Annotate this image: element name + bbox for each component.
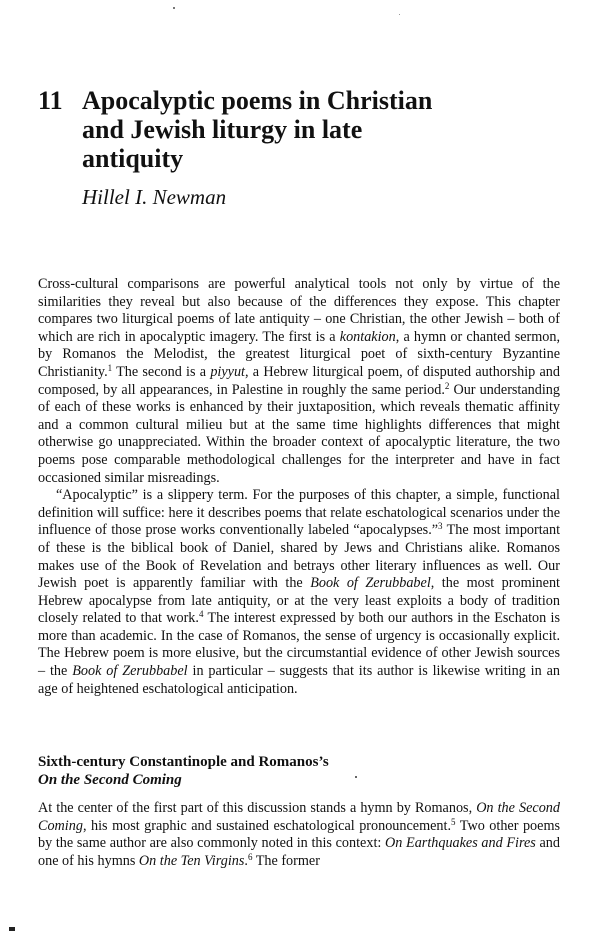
footnote-ref[interactable]: 3 [438,521,443,532]
paragraph-section-start: At the center of the first part of this discussion stands a hymn by Romanos, On the Second Coming, his most graphic and sustained eschatological pronouncement.$^5$ Two other poems by the same author are also commonly noted in this context: On Earthquakes and Fires and one of his hymns On the Ten Virgins.$^6$ The former [38,800,561,869]
chapter-heading [38,86,558,173]
paragraph-intro: Cross-cultural comparisons are powerful analytical tools not only by virtue of the similarities they reveal but also because of the differences they expose. This chapter compares two liturgical poems of late antiquity – one Christian, the other Jewish – both of which are rich in apocalyptic imagery. The first is a kontakion, a hymn or chanted sermon, by Romanos the Melodist, the greatest liturgical poet of sixth-century Byzantine Christianity.$^1$ The second is a piyyut, a Hebrew liturgical poem, of disputed authorship and composed, by all appearances, in Palestine in roughly the same period.$^2$ Our understanding of each of these works is enhanced by their juxtaposition, which reveals thematic affinity and a common cultural milieu but at the same time highlights differences that might otherwise go unappreciated. Within the broader context of apocalyptic literature, the two poems pose comparable methodological challenges for the interpreter and have in fact occasioned similar misreadings. [38,276,561,486]
section-heading: Sixth-century Constantinople and Romanos’s On the Second Coming [38,754,329,788]
footnote-ref[interactable]: 5 [451,816,456,827]
scan-speck [355,776,357,778]
scan-speck [173,7,175,9]
scan-speck [9,927,15,931]
chapter-number: 11 [38,86,63,115]
scan-speck [399,14,400,15]
footnote-ref[interactable]: 6 [247,851,253,862]
footnote-ref[interactable]: 4 [198,609,204,620]
paragraph-definition: “Apocalyptic” is a slippery term. For the purposes of this chapter, a simple, functional definition will suffice: here it describes poems that relate eschatological scenarios under the influence of those prose works conventionally labeled “apocalypses.”$^3$ The most important of these is the biblical book of Daniel, shared by Jews and Christians alike. Romanos makes use of the Book of Revelation and betrays other literary influences as well. Our Jewish poet is apparently familiar with the Book of Zerubbabel, the most prominent Hebrew apocalypse from late antiquity, or at the very least exploits a body of tradition closely related to that work.$^4$ The interest expressed by both our authors in the Eschaton is more than academic. In the case of Romanos, the sense of urgency is occasionally explicit. The Hebrew poem is more elusive, but the circumstantial evidence of other Jewish sources – the Book of Zerubbabel in particular – suggests that its author is likewise writing in an age of heightened eschatological anticipation. [38,487,561,697]
chapter-author: Hillel I. Newman [82,185,227,209]
footnote-ref[interactable]: 1 [107,362,113,373]
footnote-ref[interactable]: 2 [444,380,450,391]
body-text [38,276,560,698]
chapter-title: Apocalyptic poems in Christian and Jewish liturgy in late antiquity [82,86,433,173]
